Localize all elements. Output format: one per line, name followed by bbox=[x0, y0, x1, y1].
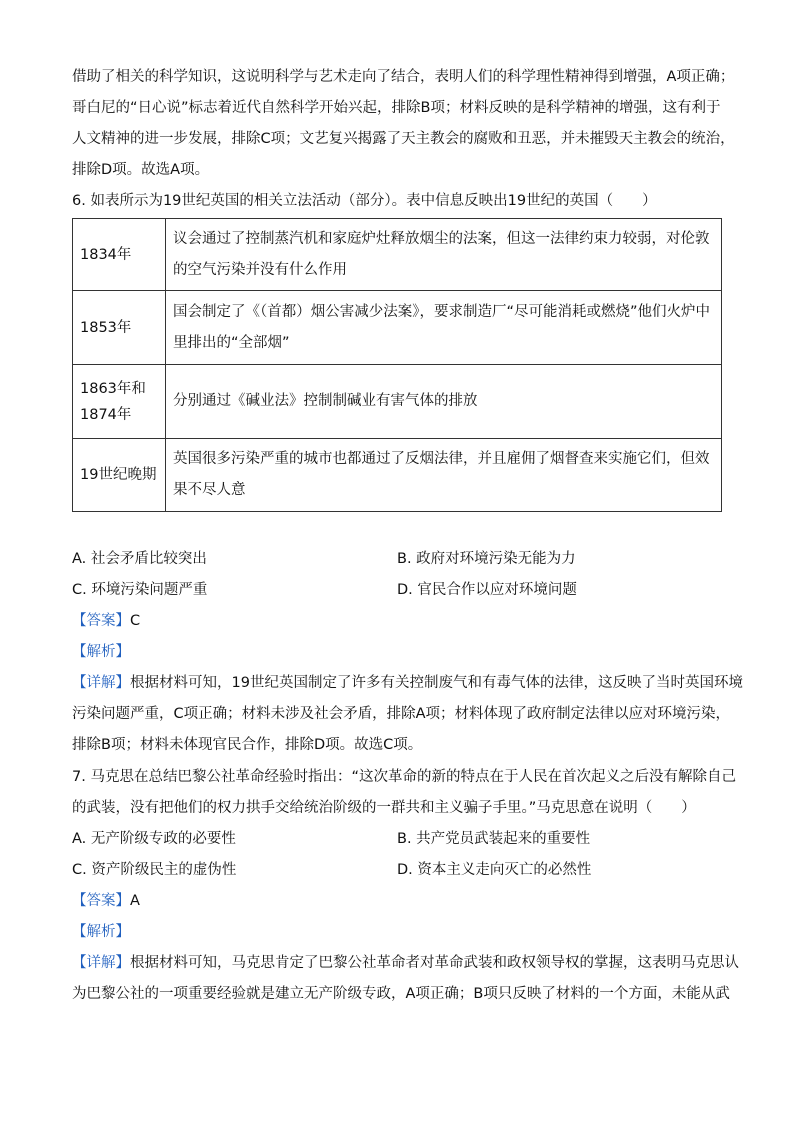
table-year-cell: 1863年和1874年 bbox=[73, 365, 166, 439]
q6-option-b[interactable]: B. 政府对环境污染无能为力 bbox=[397, 551, 576, 567]
table-content-cell: 议会通过了控制蒸汽机和家庭炉灶释放烟尘的法案，但这一法律约束力较弱，对伦敦的空气污染并没有什么作用 bbox=[166, 219, 722, 291]
table-row bbox=[73, 439, 722, 512]
answer-tag: 【答案】 bbox=[72, 613, 130, 629]
q6-stem: 6. 如表所示为19世纪英国的相关立法活动（部分）。表中信息反映出19世纪的英国（ ） bbox=[72, 193, 657, 209]
q6-detail-line-2: 污染问题严重，C项正确；材料未涉及社会矛盾，排除A项；材料体现了政府制定法律以应对环境污染， bbox=[72, 706, 731, 722]
answer-value: A bbox=[130, 893, 140, 909]
table-year-cell: 19世纪晚期 bbox=[73, 439, 166, 512]
q6-analysis-tag: 【解析】 bbox=[72, 644, 130, 660]
q7-detail-line-1 bbox=[72, 953, 739, 973]
q6-detail-line-1 bbox=[72, 673, 743, 693]
intro-line-1: 借助了相关的科学知识，这说明科学与艺术走向了结合，表明人们的科学理性精神得到增强，A项正确； bbox=[72, 69, 735, 85]
q6-answer bbox=[72, 611, 140, 631]
detail-tag: 【详解】 bbox=[72, 955, 130, 971]
table-year-cell: 1853年 bbox=[73, 291, 166, 365]
q7-detail-line-2: 为巴黎公社的一项重要经验就是建立无产阶级专政，A项正确；B项只反映了材料的一个方面，未能从武 bbox=[72, 986, 730, 1002]
table-row bbox=[73, 291, 722, 365]
intro-line-2: 哥白尼的“日心说”标志着近代自然科学开始兴起，排除B项；材料反映的是科学精神的增强，这有利于 bbox=[72, 100, 721, 116]
detail-text: 根据材料可知，19世纪英国制定了许多有关控制废气和有毒气体的法律，这反映了当时英国环境 bbox=[130, 675, 743, 691]
answer-value: C bbox=[130, 613, 141, 629]
intro-line-4: 排除D项。故选A项。 bbox=[72, 162, 210, 178]
detail-tag: 【详解】 bbox=[72, 675, 130, 691]
table-content-cell: 英国很多污染严重的城市也都通过了反烟法律，并且雇佣了烟督查来实施它们，但效果不尽人意 bbox=[166, 439, 722, 512]
q6-detail-line-3: 排除B项；材料未体现官民合作，排除D项。故选C项。 bbox=[72, 737, 423, 753]
q7-option-d[interactable]: D. 资本主义走向灭亡的必然性 bbox=[397, 862, 592, 878]
table-year-cell: 1834年 bbox=[73, 219, 166, 291]
table-content-cell: 分别通过《碱业法》控制制碱业有害气体的排放 bbox=[166, 365, 722, 439]
q6-option-c[interactable]: C. 环境污染问题严重 bbox=[72, 582, 208, 598]
detail-text: 根据材料可知，马克思肯定了巴黎公社革命者对革命武装和政权领导权的掌握，这表明马克思认 bbox=[130, 955, 739, 971]
q6-option-d[interactable]: D. 官民合作以应对环境问题 bbox=[397, 582, 577, 598]
q7-answer bbox=[72, 891, 140, 911]
legislation-table bbox=[72, 218, 722, 512]
table-row bbox=[73, 219, 722, 291]
q7-stem-line-1: 7. 马克思在总结巴黎公社革命经验时指出：“这次革命的新的特点在于人民在首次起义之后没有解除自己 bbox=[72, 769, 736, 785]
q7-option-c[interactable]: C. 资产阶级民主的虚伪性 bbox=[72, 862, 237, 878]
q7-analysis-tag: 【解析】 bbox=[72, 924, 130, 940]
intro-line-3: 人文精神的进一步发展，排除C项；文艺复兴揭露了天主教会的腐败和丑恶，并未摧毁天主教会的统治， bbox=[72, 131, 735, 147]
q7-option-a[interactable]: A. 无产阶级专政的必要性 bbox=[72, 831, 236, 847]
table-content-cell: 国会制定了《（首都）烟公害减少法案》，要求制造厂“尽可能消耗或燃烧”他们火炉中里排出的“全部烟” bbox=[166, 291, 722, 365]
q6-option-a[interactable]: A. 社会矛盾比较突出 bbox=[72, 551, 207, 567]
q7-stem-line-2: 的武装，没有把他们的权力拱手交给统治阶级的一群共和主义骗子手里。”马克思意在说明（ ） bbox=[72, 800, 696, 816]
answer-tag: 【答案】 bbox=[72, 893, 130, 909]
q7-option-b[interactable]: B. 共产党员武装起来的重要性 bbox=[397, 831, 591, 847]
table-row bbox=[73, 365, 722, 439]
